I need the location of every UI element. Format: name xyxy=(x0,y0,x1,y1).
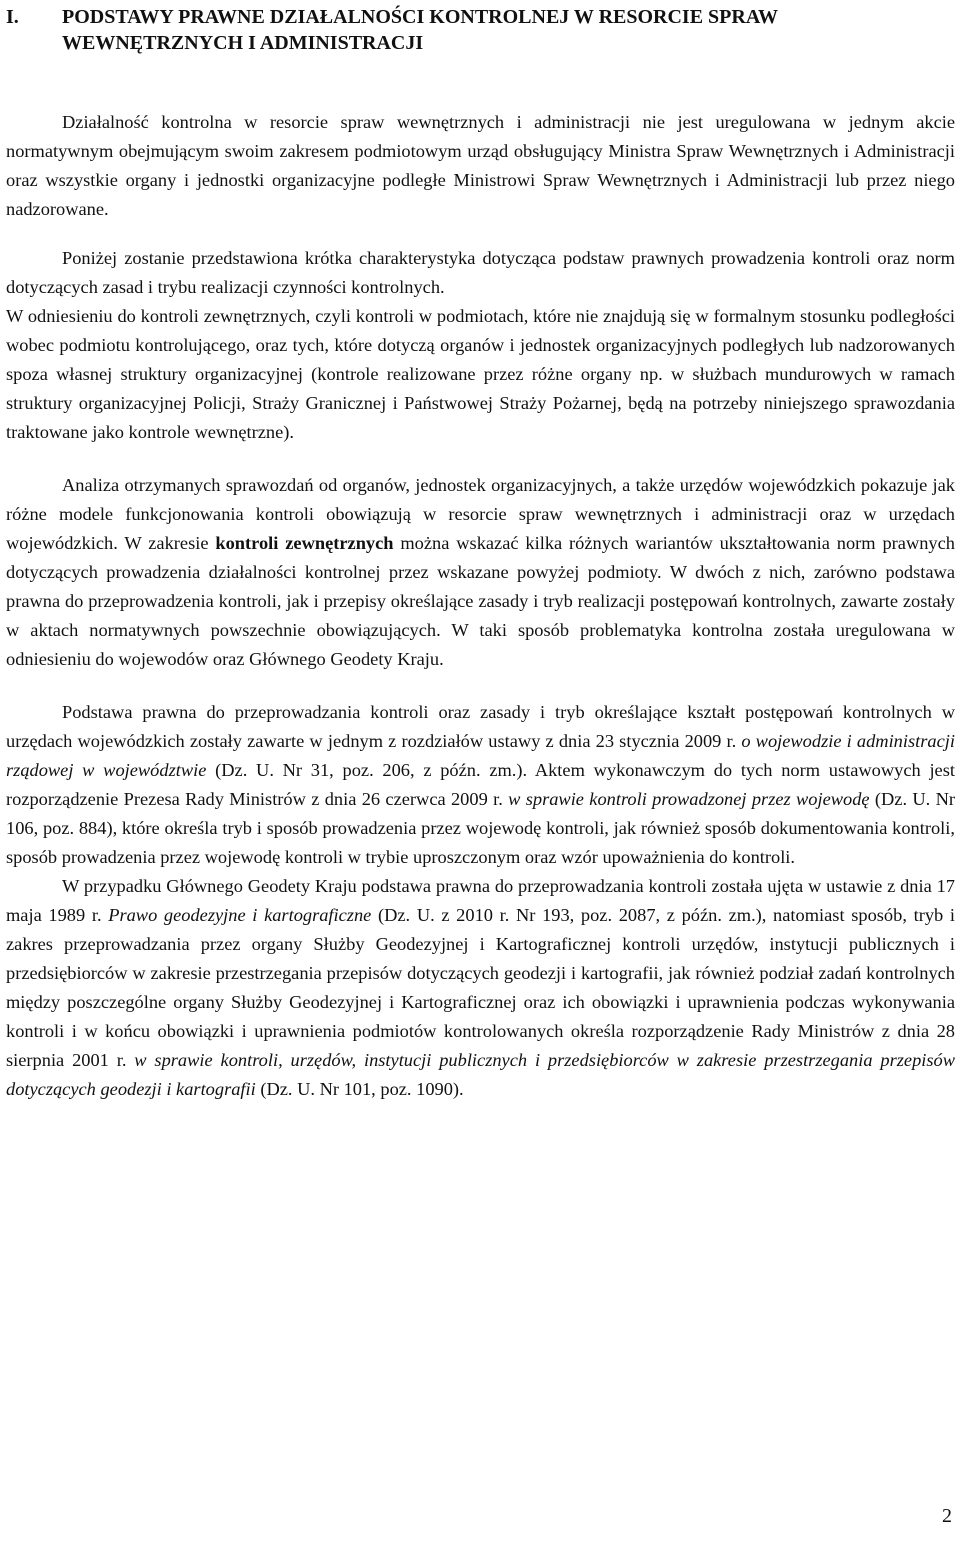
paragraph-5-text-a: Podstawa prawna do przeprowadzania kontroli oraz zasady i tryb określające kształt postępowań kontrolnych w urzędach wojewódzkich zostały zawarte w jednym z rozdziałów ustawy z dnia 23 stycznia 2009 r. xyxy=(6,702,955,751)
paragraph-4-text-b: można wskazać kilka różnych wariantów ukształtowania norm prawnych dotyczących prowadzenia działalności kontrolnej przez wskazane powyżej podmioty. W dwóch z nich, zarówno podstawa prawna do przeprowadzenia kontroli, jak i przepisy określające zasady i tryb realizacji postępowań kontrolnych, zawarte zostały w aktach normatywnych powszechnie obowiązujących. W taki sposób problematyka kontrolna została uregulowana w odniesieniu do wojewodów oraz Głównego Geodety Kraju. xyxy=(6,533,955,669)
paragraph-3: W odniesieniu do kontroli zewnętrznych, czyli kontroli w podmiotach, które nie znajdują się w formalnym stosunku podległości wobec podmiotu kontrolującego, oraz tych, które dotyczą organów i jednostek organizacyjnych podległych lub nadzorowanych spoza własnej struktury organizacyjnej (kontrole realizowane przez różne organy np. w służbach mundurowych w ramach struktury organizacyjnej Policji, Straży Granicznej i Państwowej Straży Pożarnej, będą na potrzeby niniejszego sprawozdania traktowane jako kontrole wewnętrzne). xyxy=(6,306,955,442)
page-number: 2 xyxy=(942,1505,952,1527)
paragraph-2: Poniżej zostanie przedstawiona krótka charakterystyka dotycząca podstaw prawnych prowadzenia kontroli oraz norm dotyczących zasad i trybu realizacji czynności kontrolnych. xyxy=(6,248,955,297)
paragraph-1: Działalność kontrolna w resorcie spraw wewnętrznych i administracji nie jest uregulowana w jednym akcie normatywnym obejmującym swoim zakresem podmiotowym urząd obsługujący Ministra Spraw Wewnętrznych i Administracji oraz wszystkie organy i jednostki organizacyjne podległe Ministrowi Spraw Wewnętrznych i Administracji lub przez niego nadzorowane. xyxy=(6,112,955,219)
paragraph-4 xyxy=(6,471,955,674)
section-heading xyxy=(6,4,955,56)
paragraph-6 xyxy=(6,872,955,1104)
document-page xyxy=(6,0,955,1104)
paragraph-4-text-a: Analiza otrzymanych sprawozdań od organów, jednostek organizacyjnych, a także urzędów wojewódzkich pokazuje jak różne modele funkcjonowania kontroli obowiązują w resorcie spraw wewnętrznych i administracji oraz w urzędach wojewódzkich. W zakresie xyxy=(6,475,955,553)
paragraph-6-text-b: (Dz. U. z 2010 r. Nr 193, poz. 2087, z późn. zm.), natomiast sposób, tryb i zakres przeprowadzania przez organy Służby Geodezyjnej i Kartograficznej kontroli urzędów, instytucji publicznych i przedsiębiorców w zakresie przestrzegania przepisów dotyczących geodezji i kartografii, jak również podział zadań kontrolnych między poszczególne organy Służby Geodezyjnej i Kartograficznej oraz ich obowiązki i uprawnienia podczas wykonywania kontroli i w końcu obowiązki i uprawnienia podmiotów kontrolowanych określa rozporządzenie Rady Ministrów z dnia 28 sierpnia 2001 r. xyxy=(6,905,955,1070)
section-number: I. xyxy=(6,6,19,28)
paragraph-4-bold-term: kontroli zewnętrznych xyxy=(215,533,394,553)
paragraph-5-act-title-2: w sprawie kontroli prowadzonej przez wojewodę xyxy=(508,789,870,809)
paragraph-6-act-title-1: Prawo geodezyjne i kartograficzne xyxy=(108,905,372,925)
paragraph-5-text-c: (Dz. U. Nr 106, poz. 884), które określa tryb i sposób prowadzenia przez wojewodę kontroli, jak również sposób dokumentowania kontroli, sposób prowadzenia przez wojewodę kontroli w trybie uproszczonym oraz wzór upoważnienia do kontroli. xyxy=(6,789,955,867)
paragraph-6-text-a: W przypadku Głównego Geodety Kraju podstawa prawna do przeprowadzania kontroli została ujęta w ustawie z dnia 17 maja 1989 r. xyxy=(6,876,955,925)
paragraph-5-act-title-1: o wojewodzie i administracji rządowej w województwie xyxy=(6,731,955,780)
paragraph-6-act-title-2: w sprawie kontroli, urzędów, instytucji publicznych i przedsiębiorców w zakresie przestrzegania przepisów dotyczących geodezji i kartografii xyxy=(6,1050,956,1099)
paragraph-5 xyxy=(6,698,955,872)
paragraph-5-text-b: (Dz. U. Nr 31, poz. 206, z późn. zm.). Aktem wykonawczym do tych norm ustawowych jest rozporządzenie Prezesa Rady Ministrów z dnia 26 czerwca 2009 r. xyxy=(6,760,955,809)
paragraph-6-text-c: (Dz. U. Nr 101, poz. 1090). xyxy=(255,1079,464,1099)
section-title: PODSTAWY PRAWNE DZIAŁALNOŚCI KONTROLNEJ W RESORCIE SPRAW WEWNĘTRZNYCH I ADMINISTRACJI xyxy=(62,6,778,54)
